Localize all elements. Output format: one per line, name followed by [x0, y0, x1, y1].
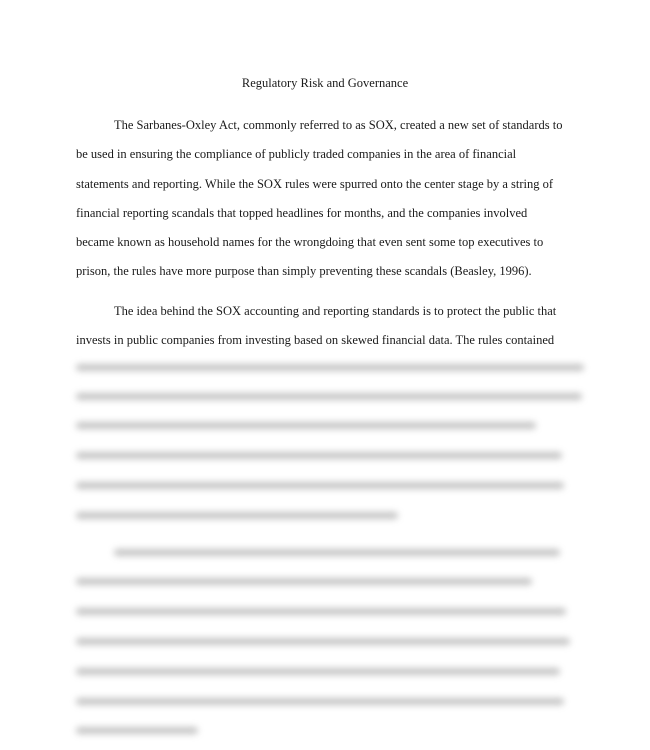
blurred-line	[76, 512, 398, 519]
blurred-line	[76, 578, 532, 585]
blurred-line	[76, 698, 564, 705]
blurred-line	[76, 608, 566, 615]
blurred-line	[76, 638, 570, 645]
blurred-line	[76, 668, 560, 675]
blurred-line	[76, 452, 562, 459]
paragraph-line: prison, the rules have more purpose than simply preventing these scandals (Beasley, 1996).	[76, 264, 532, 279]
blurred-line	[76, 393, 582, 400]
document-title: Regulatory Risk and Governance	[241, 76, 409, 90]
paragraph-line: became known as household names for the wrongdoing that even sent some top executives to	[76, 235, 544, 250]
paragraph-1	[76, 111, 586, 287]
paragraph-line: The idea behind the SOX accounting and reporting standards is to protect the public that	[114, 304, 557, 318]
blurred-line	[76, 727, 198, 734]
paragraph-line: invests in public companies from investing based on skewed financial data. The rules contained	[76, 333, 555, 348]
paragraph-line: The Sarbanes-Oxley Act, commonly referred to as SOX, created a new set of standards to	[114, 118, 563, 132]
blurred-line	[76, 364, 584, 371]
blurred-line	[76, 482, 564, 489]
paragraph-line: financial reporting scandals that topped headlines for months, and the companies involved	[76, 205, 528, 220]
paragraph-line: be used in ensuring the compliance of publicly traded companies in the area of financial	[76, 147, 517, 162]
paragraph-2	[76, 297, 586, 356]
paragraph-line: statements and reporting. While the SOX rules were spurred onto the center stage by a string of	[76, 176, 554, 191]
blurred-line	[76, 422, 536, 429]
blurred-line	[114, 549, 560, 556]
